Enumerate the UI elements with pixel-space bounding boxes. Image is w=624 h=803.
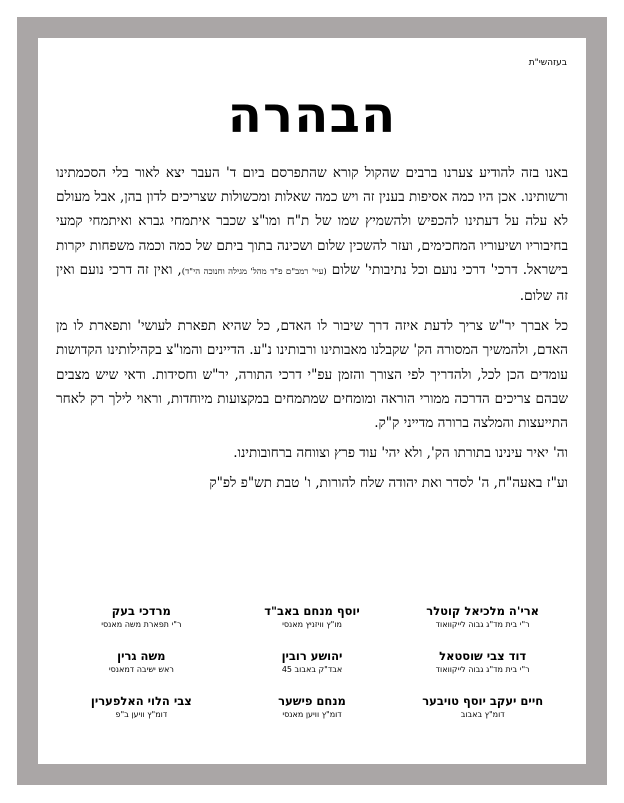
signature-name: יהושע רובין (281, 649, 343, 663)
paragraph-4: וע"ז באעה"ח, ה' לסדר ואת יהודה שלח להורות, ו' טבת תש"פ לפ"ק (209, 475, 568, 492)
paragraph-1-ending: , ואין זה דרכי נועם ואין זה שלום. (56, 261, 568, 305)
signature-title: ראש ישיבה דמאנסי (108, 665, 174, 674)
signature-title: דומ"ץ וויען ב"פ (115, 710, 168, 719)
paragraph-2: כל אברך יר"ש צריך לדעת איזה דרך שיבור לו האדם, כל שהיא תפארת לעושי' ותפארת לו מן האדם, ולהמשיך המסורה הק' שקבלנו מאבותינו ורבותינו נ"ע. הדיינים והמו"צ בקהילותינו הקדושות עומדים הכן לכל, ולהדריך לפי הצורך והזמן עפ"י דרכי התורה, יר"ש וחסידות. ודאי שיש מצבים שבהם צריכים הדרכה ממורי הוראה ומומחים שמתמחים במקצועות מיוחדות, וראוי לילך רק לאחר התייעצות והמלצה ברורה מדייני ק"ק. (56, 318, 568, 432)
header-tag: בעזהשי"ת (528, 58, 567, 68)
signature-name: יוסף מנחם באב"ד (264, 604, 360, 618)
signature (227, 604, 398, 630)
document-page (38, 38, 586, 764)
signature-title: ר"י בית מד"ג גבוה לייקוואוד (435, 620, 530, 629)
signature (397, 649, 568, 675)
signature-title: ר"י בית מד"ג גבוה לייקוואוד (435, 665, 530, 674)
signature-name: משה גרין (117, 649, 166, 663)
signature (397, 694, 568, 720)
paragraph-3: וה' יאיר עינינו בתורתו הק', ולא יהי' עוד פרץ וצווחה ברחובותינו. (233, 445, 568, 462)
paragraph-1-text: באנו בזה להודיע צערנו ברבים שהקול קורא שהתפרסם ביום ד' העבר יצא לאור בלי הסכמתינו ורשותינו. אכן היו כמה אסיפות בענין זה ויש כמה שאלות ומכשולות שצריכים לדון בהן, אבל מעולם לא עלה על דעתינו להכפיש ולהשמיץ שמו של ת"ח ומו"צ שכבר איתמחי גברא ואיתמחי קמעי בחיבוריו ושיעוריו המחכימים, ועזר להשכין שלום ושכינה בתוך ביתם של כמה וכמה משפחות יקרות בישראל. דרכי' דרכי נועם וכל נתיבותי' שלום (56, 165, 568, 278)
body-text (56, 161, 568, 502)
signature-name: צבי הלוי האלפערין (90, 694, 192, 708)
signature (397, 604, 568, 630)
signatures-grid (56, 604, 568, 720)
signature-title: מו"ץ וויזניץ מאנסי (282, 620, 342, 629)
signature-name: דוד צבי שוסטאל (439, 649, 527, 663)
signature-name: מרדכי בעק (111, 604, 171, 618)
signature-title: דומ"ץ וויען מאנסי (282, 710, 342, 719)
paragraph-1 (56, 161, 568, 308)
signature-title: אבד"ק באבוב 45 (281, 665, 343, 674)
signature (227, 649, 398, 675)
page-title: הבהרה (227, 86, 397, 144)
signature (56, 604, 227, 630)
signature-name: מנחם פישער (278, 694, 346, 708)
signature-title: ר"י תפארת משה מאנסי (101, 620, 182, 629)
paragraph-1-reference: (עיי' רמב"ם פ"ד מהל' מגילה וחנוכה הי"ד) (181, 266, 327, 277)
signature-name: ארי'ה מלכיאל קוטלר (426, 604, 540, 618)
signature (56, 694, 227, 720)
signature-title: דומ"ץ באבוב (460, 710, 505, 719)
signature (227, 694, 398, 720)
signature-name: חיים יעקב יוסף טויבער (422, 694, 544, 708)
signature (56, 649, 227, 675)
